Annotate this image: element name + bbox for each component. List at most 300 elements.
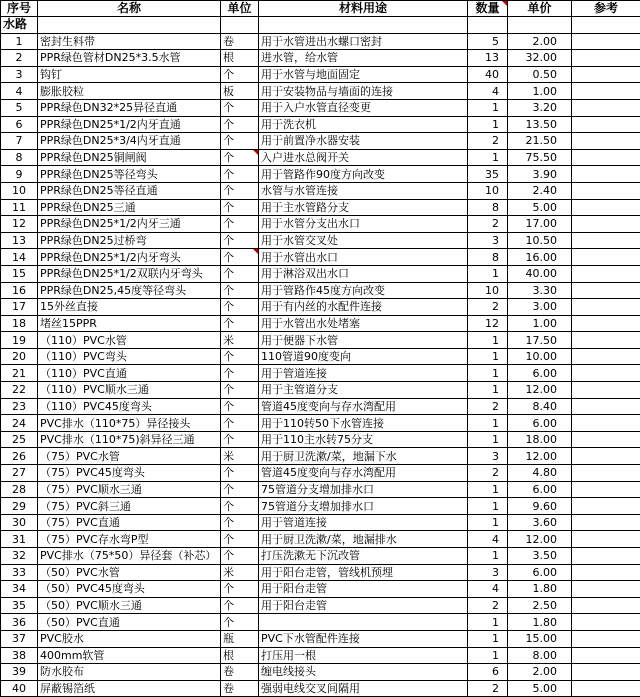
row-name: （50）PVC顺水三通	[38, 597, 221, 614]
row-ref	[572, 149, 640, 166]
row-usage: 入户进水总阀开关	[259, 149, 468, 166]
row-unit: 个	[221, 116, 259, 133]
row-price: 17.50	[508, 332, 572, 349]
row-usage: 用于便器下水管	[259, 332, 468, 349]
row-price: 4.80	[508, 465, 572, 482]
row-usage: 用于水管出水处堵塞	[259, 315, 468, 332]
table-row	[1, 83, 640, 100]
row-no: 7	[1, 133, 38, 150]
row-price: 3.30	[508, 282, 572, 299]
row-usage: 用于水管进出水螺口密封	[259, 33, 468, 50]
row-unit: 个	[221, 597, 259, 614]
row-no: 20	[1, 348, 38, 365]
row-qty: 8	[468, 199, 508, 216]
row-qty: 1	[468, 514, 508, 531]
row-qty: 2	[468, 299, 508, 316]
row-qty: 1	[468, 332, 508, 349]
row-usage: 用于水管交叉处	[259, 232, 468, 249]
row-ref	[572, 630, 640, 647]
row-price: 40.00	[508, 265, 572, 282]
row-ref	[572, 265, 640, 282]
row-no: 35	[1, 597, 38, 614]
row-usage: 用于入户水管直径变更	[259, 99, 468, 116]
row-unit: 个	[221, 498, 259, 515]
row-usage: 用于阳台走管，管线机预埋	[259, 564, 468, 581]
row-no: 34	[1, 581, 38, 598]
row-name: PPR绿色DN25*1/2内牙三通	[38, 216, 221, 233]
row-ref	[572, 597, 640, 614]
row-qty: 1	[468, 548, 508, 565]
row-no: 33	[1, 564, 38, 581]
row-ref	[572, 232, 640, 249]
row-price: 6.00	[508, 564, 572, 581]
row-ref	[572, 33, 640, 50]
table-row	[1, 99, 640, 116]
table-row	[1, 249, 640, 266]
row-ref	[572, 398, 640, 415]
row-name: 防水胶布	[38, 664, 221, 681]
row-usage: 用于管道连接	[259, 514, 468, 531]
row-qty: 1	[468, 614, 508, 631]
row-no: 37	[1, 630, 38, 647]
row-usage: 打压洗漱无下沉改管	[259, 548, 468, 565]
row-name: 膨胀胶粒	[38, 83, 221, 100]
row-no: 13	[1, 232, 38, 249]
row-qty: 4	[468, 83, 508, 100]
row-no: 40	[1, 680, 38, 697]
row-name: PPR绿色DN25铜闸阀	[38, 149, 221, 166]
table-row	[1, 431, 640, 448]
row-qty: 3	[468, 232, 508, 249]
header-name: 名称	[38, 1, 221, 17]
row-qty: 35	[468, 166, 508, 183]
row-name: （110）PVC弯头	[38, 348, 221, 365]
row-price: 21.50	[508, 133, 572, 150]
row-usage: 110管道90度变向	[259, 348, 468, 365]
row-qty: 5	[468, 33, 508, 50]
row-usage: 缠电线接头	[259, 664, 468, 681]
row-usage: 水管与水管连接	[259, 182, 468, 199]
table-row	[1, 199, 640, 216]
row-unit: 个	[221, 398, 259, 415]
row-usage: 75管道分支增加排水口	[259, 498, 468, 515]
row-price: 32.00	[508, 50, 572, 67]
table-row	[1, 448, 640, 465]
row-unit: 个	[221, 415, 259, 432]
table-row	[1, 66, 640, 83]
row-unit: 个	[221, 299, 259, 316]
row-price: 18.00	[508, 431, 572, 448]
row-name: （110）PVC直通	[38, 365, 221, 382]
row-ref	[572, 66, 640, 83]
row-name: （110）PVC水管	[38, 332, 221, 349]
table-row	[1, 216, 640, 233]
row-usage: 用于安装物品与墙面的连接	[259, 83, 468, 100]
row-unit: 个	[221, 365, 259, 382]
row-usage: 用于110转50下水管连接	[259, 415, 468, 432]
row-unit: 个	[221, 548, 259, 565]
table-row	[1, 597, 640, 614]
row-name: PPR绿色DN25三通	[38, 199, 221, 216]
row-price: 8.40	[508, 398, 572, 415]
row-unit: 个	[221, 315, 259, 332]
table-row	[1, 630, 640, 647]
row-ref	[572, 581, 640, 598]
row-no: 23	[1, 398, 38, 415]
row-unit: 个	[221, 382, 259, 399]
row-name: （50）PVC水管	[38, 564, 221, 581]
row-unit: 卷	[221, 33, 259, 50]
row-ref	[572, 481, 640, 498]
row-price: 15.00	[508, 630, 572, 647]
row-name: （75）PVC直通	[38, 514, 221, 531]
table-row	[1, 664, 640, 681]
table-row	[1, 581, 640, 598]
table-row	[1, 232, 640, 249]
row-qty: 4	[468, 581, 508, 598]
row-usage: 打压用一根	[259, 647, 468, 664]
row-name: 钩钉	[38, 66, 221, 83]
row-name: （75）PVC45度弯头	[38, 465, 221, 482]
row-ref	[572, 166, 640, 183]
row-no: 32	[1, 548, 38, 565]
row-ref	[572, 365, 640, 382]
row-ref	[572, 680, 640, 697]
row-unit: 个	[221, 133, 259, 150]
row-no: 29	[1, 498, 38, 515]
row-name: （75）PVC水管	[38, 448, 221, 465]
row-price: 1.80	[508, 614, 572, 631]
row-usage: 用于110主水转75分支	[259, 431, 468, 448]
header-usage: 材料用途	[259, 1, 468, 17]
row-unit: 卷	[221, 664, 259, 681]
row-qty: 3	[468, 564, 508, 581]
table-row	[1, 481, 640, 498]
row-name: （110）PVC顺水三通	[38, 382, 221, 399]
row-ref	[572, 514, 640, 531]
row-name: PPR绿色DN25等径弯头	[38, 166, 221, 183]
row-qty: 1	[468, 348, 508, 365]
row-ref	[572, 548, 640, 565]
row-unit: 个	[221, 182, 259, 199]
table-row	[1, 282, 640, 299]
row-no: 24	[1, 415, 38, 432]
row-unit: 个	[221, 465, 259, 482]
row-unit: 个	[221, 99, 259, 116]
row-ref	[572, 664, 640, 681]
row-name: （75）PVC斜三通	[38, 498, 221, 515]
row-usage: 用于阳台走管	[259, 597, 468, 614]
row-qty: 1	[468, 99, 508, 116]
row-unit: 卷	[221, 680, 259, 697]
row-qty: 1	[468, 149, 508, 166]
row-unit: 个	[221, 481, 259, 498]
row-unit: 瓶	[221, 630, 259, 647]
row-no: 21	[1, 365, 38, 382]
row-name: 15外丝直接	[38, 299, 221, 316]
row-usage: 管道45度变向与存水湾配用	[259, 465, 468, 482]
table-row	[1, 149, 640, 166]
row-unit: 板	[221, 83, 259, 100]
row-qty: 1	[468, 431, 508, 448]
row-usage: 用于管路作45度方向改变	[259, 282, 468, 299]
row-usage: 用于管道连接	[259, 365, 468, 382]
header-no: 序号	[1, 1, 38, 17]
row-no: 16	[1, 282, 38, 299]
row-ref	[572, 216, 640, 233]
row-unit: 个	[221, 166, 259, 183]
row-price: 75.50	[508, 149, 572, 166]
row-ref	[572, 647, 640, 664]
row-name: PVC排水（75*50）异径套（补芯）	[38, 548, 221, 565]
row-name: （75）PVC存水弯P型	[38, 531, 221, 548]
row-name: PPR绿色管材DN25*3.5水管	[38, 50, 221, 67]
row-usage: 强弱电线交叉间隔用	[259, 680, 468, 697]
row-name: PPR绿色DN25*1/2双联内牙弯头	[38, 265, 221, 282]
table-row	[1, 465, 640, 482]
row-unit: 个	[221, 531, 259, 548]
row-qty: 1	[468, 382, 508, 399]
row-qty: 2	[468, 465, 508, 482]
row-qty: 2	[468, 398, 508, 415]
row-no: 19	[1, 332, 38, 349]
row-no: 17	[1, 299, 38, 316]
row-price: 1.00	[508, 315, 572, 332]
row-unit: 个	[221, 265, 259, 282]
table-row	[1, 365, 640, 382]
row-unit: 个	[221, 232, 259, 249]
table-row	[1, 498, 640, 515]
row-no: 14	[1, 249, 38, 266]
table-row	[1, 680, 640, 697]
row-usage: 用于管路作90度方向改变	[259, 166, 468, 183]
row-ref	[572, 465, 640, 482]
table-row	[1, 548, 640, 565]
row-no: 4	[1, 83, 38, 100]
row-unit: 米	[221, 448, 259, 465]
row-qty: 13	[468, 50, 508, 67]
row-name: PPR绿色DN32*25异径直通	[38, 99, 221, 116]
row-usage: 用于主水管路分支	[259, 199, 468, 216]
row-usage: 进水管，给水管	[259, 50, 468, 67]
row-qty: 10	[468, 282, 508, 299]
row-ref	[572, 348, 640, 365]
table-row	[1, 265, 640, 282]
header-qty: 数量	[468, 1, 508, 17]
table-row	[1, 50, 640, 67]
row-name: 密封生料带	[38, 33, 221, 50]
row-unit: 米	[221, 332, 259, 349]
row-usage: PVC下水管配件连接	[259, 630, 468, 647]
row-qty: 1	[468, 415, 508, 432]
row-name: （50）PVC直通	[38, 614, 221, 631]
row-no: 39	[1, 664, 38, 681]
table-row	[1, 166, 640, 183]
row-unit: 个	[221, 216, 259, 233]
table-row	[1, 332, 640, 349]
row-usage: 用于厨卫洗漱/菜，地漏排水	[259, 531, 468, 548]
row-no: 25	[1, 431, 38, 448]
row-qty: 10	[468, 182, 508, 199]
row-ref	[572, 531, 640, 548]
row-ref	[572, 249, 640, 266]
row-qty: 3	[468, 448, 508, 465]
row-price: 8.00	[508, 647, 572, 664]
row-usage: 用于水管与地面固定	[259, 66, 468, 83]
row-qty: 1	[468, 647, 508, 664]
row-price: 3.50	[508, 548, 572, 565]
header-row	[1, 1, 640, 17]
row-price: 6.00	[508, 415, 572, 432]
row-ref	[572, 50, 640, 67]
row-ref	[572, 199, 640, 216]
table-row	[1, 116, 640, 133]
row-price: 1.80	[508, 581, 572, 598]
row-ref	[572, 448, 640, 465]
row-price: 10.00	[508, 348, 572, 365]
row-usage: 管道45度变向与存水湾配用	[259, 398, 468, 415]
row-usage: 用于洗衣机	[259, 116, 468, 133]
row-unit: 米	[221, 564, 259, 581]
row-unit: 个	[221, 199, 259, 216]
row-name: 400mm软管	[38, 647, 221, 664]
row-no: 27	[1, 465, 38, 482]
row-qty: 1	[468, 265, 508, 282]
row-usage: 用于阳台走管	[259, 581, 468, 598]
row-name: 屏蔽锡箔纸	[38, 680, 221, 697]
row-unit: 个	[221, 282, 259, 299]
row-name: 堵丝15PPR	[38, 315, 221, 332]
section-row	[1, 17, 640, 34]
row-name: （50）PVC45度弯头	[38, 581, 221, 598]
row-name: PPR绿色DN25*1/2内牙弯头	[38, 249, 221, 266]
row-qty: 2	[468, 680, 508, 697]
row-name: PVC胶水	[38, 630, 221, 647]
table-row	[1, 133, 640, 150]
row-ref	[572, 415, 640, 432]
row-ref	[572, 315, 640, 332]
row-no: 2	[1, 50, 38, 67]
row-no: 8	[1, 149, 38, 166]
table-row	[1, 647, 640, 664]
row-price: 12.00	[508, 531, 572, 548]
row-name: PPR绿色DN25*1/2内牙直通	[38, 116, 221, 133]
row-unit: 个	[221, 581, 259, 598]
row-unit: 个	[221, 348, 259, 365]
table-row	[1, 33, 640, 50]
row-usage: 用于前置净水器安装	[259, 133, 468, 150]
row-usage: 用于水管出水口	[259, 249, 468, 266]
table-row	[1, 415, 640, 432]
row-ref	[572, 116, 640, 133]
row-no: 3	[1, 66, 38, 83]
row-no: 11	[1, 199, 38, 216]
row-price: 2.00	[508, 33, 572, 50]
row-no: 9	[1, 166, 38, 183]
row-unit: 个	[221, 514, 259, 531]
header-price: 单价	[508, 1, 572, 17]
row-unit: 个	[221, 431, 259, 448]
row-price: 12.00	[508, 382, 572, 399]
row-name: （110）PVC45度弯头	[38, 398, 221, 415]
row-usage: 用于厨卫洗漱/菜，地漏下水	[259, 448, 468, 465]
row-unit: 个	[221, 249, 259, 266]
table-row	[1, 614, 640, 631]
row-name: PPR绿色DN25,45度等径弯头	[38, 282, 221, 299]
row-unit: 根	[221, 50, 259, 67]
row-ref	[572, 182, 640, 199]
row-price: 9.60	[508, 498, 572, 515]
row-usage: 75管道分支增加排水口	[259, 481, 468, 498]
row-usage: 用于有内丝的水配件连接	[259, 299, 468, 316]
row-no: 1	[1, 33, 38, 50]
table-row	[1, 514, 640, 531]
row-no: 12	[1, 216, 38, 233]
row-no: 5	[1, 99, 38, 116]
row-qty: 1	[468, 365, 508, 382]
header-unit: 单位	[221, 1, 259, 17]
row-price: 17.00	[508, 216, 572, 233]
row-qty: 8	[468, 249, 508, 266]
header-ref: 参考	[572, 1, 640, 17]
row-price: 10.50	[508, 232, 572, 249]
row-no: 36	[1, 614, 38, 631]
table-row	[1, 348, 640, 365]
row-price: 2.40	[508, 182, 572, 199]
row-usage: 用于主管道分支	[259, 382, 468, 399]
row-name: PVC排水（110*75)斜异径三通	[38, 431, 221, 448]
row-price: 3.60	[508, 514, 572, 531]
row-price: 0.50	[508, 66, 572, 83]
row-price: 13.50	[508, 116, 572, 133]
table-row	[1, 398, 640, 415]
row-no: 28	[1, 481, 38, 498]
row-price: 6.00	[508, 365, 572, 382]
row-ref	[572, 133, 640, 150]
row-qty: 2	[468, 216, 508, 233]
row-ref	[572, 431, 640, 448]
row-no: 30	[1, 514, 38, 531]
row-no: 31	[1, 531, 38, 548]
row-qty: 12	[468, 315, 508, 332]
section-title: 水路	[1, 17, 38, 34]
row-price: 5.00	[508, 680, 572, 697]
row-qty: 2	[468, 597, 508, 614]
table-row	[1, 531, 640, 548]
row-price: 3.20	[508, 99, 572, 116]
row-ref	[572, 382, 640, 399]
row-ref	[572, 614, 640, 631]
row-price: 3.90	[508, 166, 572, 183]
row-qty: 1	[468, 630, 508, 647]
row-unit: 个	[221, 149, 259, 166]
row-no: 22	[1, 382, 38, 399]
row-no: 18	[1, 315, 38, 332]
row-price: 2.50	[508, 597, 572, 614]
table-row	[1, 315, 640, 332]
row-no: 26	[1, 448, 38, 465]
table-row	[1, 564, 640, 581]
row-usage: 用于淋浴双出水口	[259, 265, 468, 282]
row-usage	[259, 614, 468, 631]
row-qty: 2	[468, 133, 508, 150]
row-price: 16.00	[508, 249, 572, 266]
row-qty: 40	[468, 66, 508, 83]
row-price: 6.00	[508, 481, 572, 498]
row-unit: 个	[221, 614, 259, 631]
row-name: PVC排水（110*75）异径接头	[38, 415, 221, 432]
row-ref	[572, 83, 640, 100]
